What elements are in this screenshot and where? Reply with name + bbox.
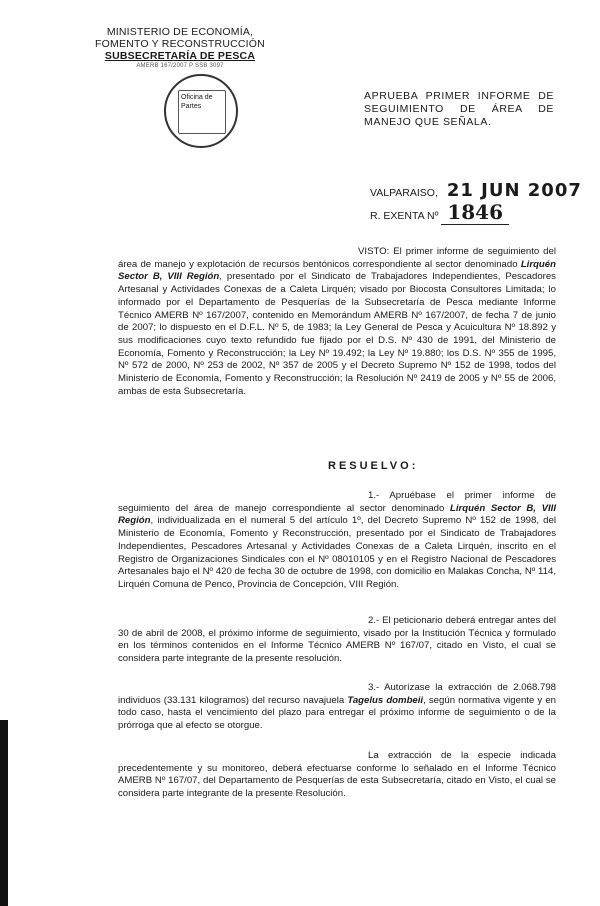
item3-species: Tagelus dombeii	[347, 694, 424, 706]
date-line	[370, 180, 582, 201]
scan-edge-bar	[0, 720, 8, 906]
item1-text-b: , individualizada en el numeral 5 del artículo 1º, del Decreto Supremo Nº 152 de 1998, del Ministerio de Economía, Fomento y Reconstrucción, presentado por el Sindicato de Trabajadores Independientes, Pescadores Artesanal y Actividades Conexas de a Caleta Lirquén, inscrito en el Registro de Organizaciones Sindicales con el Nº 08010105 y en el Registro Nacional de Pescadores Artesanales bajo el Nº 420 de fecha 30 de octubre de 1998, con domicilio en Malakas Concha, Nº 114, Lirquén Comuna de Penco, Provincia de Concepción, VIII Región.	[118, 515, 556, 590]
office-stamp	[164, 74, 238, 148]
ministry-line1: MINISTERIO DE ECONOMÍA,	[106, 26, 254, 38]
reference-code: AMERB 167/2007 P SSB 3097	[136, 63, 224, 69]
extraction-paragraph	[118, 750, 556, 801]
subject-heading: APRUEBA PRIMER INFORME DE SEGUIMIENTO DE ÁREA DE MANEJO QUE SEÑALA.	[364, 90, 554, 128]
date-stamp: 21 JUN 2007	[446, 180, 582, 201]
visto-text-b: , presentado por el Sindicato de Trabajadores Independientes, Pescadores Artesanal y Actividades Conexas de a Caleta Lirquén; visado por Biocosta Consultores Limitada; lo informado por el Departamento de Pesquerías de la Subsecretaría de Pesca mediante Informe Técnico AMERB Nº 167/2007, contenido en Memorándum AMERB Nº 167/2007, de fecha 7 de junio de 2007; lo dispuesto en el D.F.L. Nº 5, de 1983; la Ley General de Pesca y Acuicultura Nº 18.892 y sus modificaciones cuyo texto refundido fue fijado por el D.S. Nº 430 de 1991, del Ministerio de Economía, Fomento y Reconstrucción; la Ley Nº 19.492; la Ley Nº 19.880; los D.S. Nº 355 de 1995, Nº 572 de 2000, Nº 253 de 2002, Nº 357 de 2005 y el Decreto Supremo Nº 152 de 1998, todos del Ministerio de Economía, Fomento y Reconstrucción; la Resolución Nº 2419 de 2005 y Nº 55 de 2006, ambas de esta Subsecretaría.	[118, 271, 556, 397]
resolution-label: R. EXENTA Nº	[370, 210, 439, 222]
item1-paragraph	[118, 490, 556, 592]
resuelvo-heading: RESUELVO:	[328, 460, 419, 472]
stamp-line2: Partes	[181, 103, 202, 110]
visto-label: VISTO:	[358, 246, 390, 257]
item3-text-a: Autorízase la extracción de 2.068.798 individuos (33.131 kilogramos) del recurso navajuela	[118, 682, 556, 706]
item2-paragraph	[118, 615, 556, 666]
visto-paragraph	[118, 246, 556, 398]
ministry-line2: FOMENTO Y RECONSTRUCCIÓN	[95, 38, 265, 50]
item3-text-b: , según normativa vigente y en todo caso, hasta el vencimiento del plazo para entregar el próximo informe de seguimiento o de la prórroga que al efecto se otorgue.	[118, 694, 556, 732]
item1-number: 1.-	[368, 490, 380, 501]
ministry-line3: SUBSECRETARÍA DE PESCA	[104, 50, 256, 62]
item3-paragraph	[118, 682, 556, 733]
item1-sector: Lirquén Sector B, VIII Región	[118, 502, 556, 527]
item1-text-a: Apruébase el primer informe de seguimiento del área de manejo correspondiente al sector denominado	[118, 490, 556, 514]
resolution-number-line	[370, 200, 509, 224]
visto-sector: Lirquén Sector B, VIII Región	[118, 258, 556, 283]
stamp-inner	[178, 90, 226, 134]
visto-text-a: El primer informe de seguimiento del área de manejo y explotación de recursos bentónicos correspondiente al sector denominado	[118, 246, 556, 270]
date-place: VALPARAISO,	[370, 187, 438, 199]
item2-number: 2.-	[368, 615, 380, 626]
item3-number: 3.-	[368, 682, 380, 693]
item2-text: El peticionario deberá entregar antes del 30 de abril de 2008, el próximo informe de seguimiento, visado por la Institución Técnica y formulado en los términos contenidos en el Informe Técnico AMERB Nº 167/07, citado en Visto, el cual se considera parte integrante de la presente resolución.	[118, 615, 556, 665]
stamp-line1: Oficina de	[181, 94, 213, 101]
resolution-number: 1846	[441, 200, 509, 225]
extraction-text: La extracción de la especie indicada precedentemente y su monitoreo, deberá efectuarse conforme lo señalado en el Informe Técnico AMERB Nº 167/07, del Departamento de Pesquerías de esta Subsecretaría, citado en Visto, el cual se considera parte integrante de la presente Resolución.	[118, 750, 556, 800]
ministry-header	[80, 26, 280, 70]
